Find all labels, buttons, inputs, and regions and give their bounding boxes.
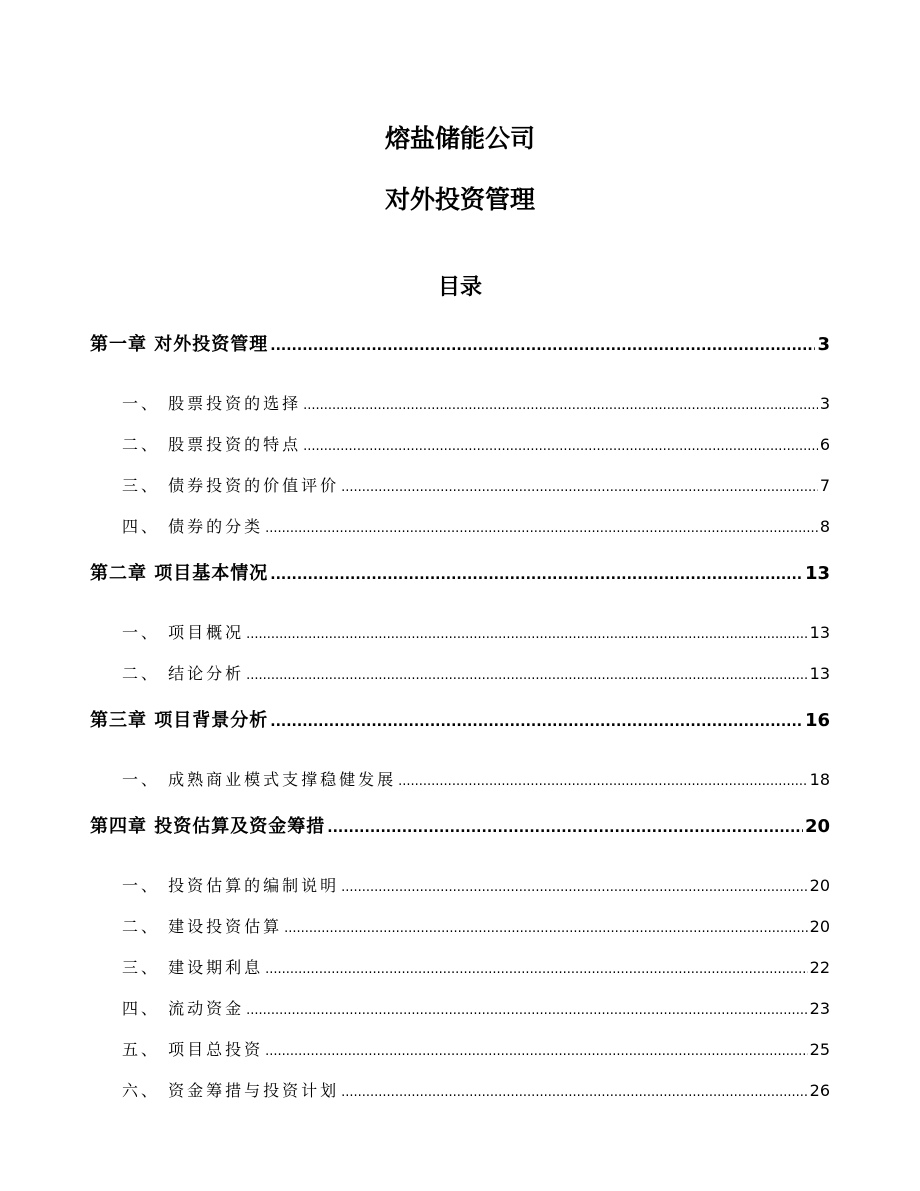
toc-heading: 目录 xyxy=(437,275,482,300)
toc-entry-chapter[interactable] xyxy=(90,706,830,742)
toc-entry-label: 三、 债券投资的价值评价 xyxy=(122,476,340,495)
toc-page-number: 18 xyxy=(809,770,830,789)
toc-page-number: 7 xyxy=(819,476,830,495)
toc-entry-label: 二、 股票投资的特点 xyxy=(122,435,302,454)
toc-dot-leader xyxy=(246,1003,808,1018)
toc-entry-label: 三、 建设期利息 xyxy=(122,958,264,977)
toc-dot-leader xyxy=(341,1085,808,1100)
toc-page-number: 20 xyxy=(809,917,830,936)
toc-entry-label: 第四章 投资估算及资金筹措 xyxy=(90,816,326,837)
toc-entry-chapter[interactable] xyxy=(90,812,830,848)
toc-entry-label: 一、 股票投资的选择 xyxy=(122,394,302,413)
toc-entry-label: 六、 资金筹措与投资计划 xyxy=(122,1081,340,1100)
table-of-contents xyxy=(90,330,830,1119)
toc-entry-label: 第三章 项目背景分析 xyxy=(90,710,269,731)
toc-page-number: 26 xyxy=(809,1081,830,1100)
toc-entry-chapter[interactable] xyxy=(90,559,830,595)
toc-dot-leader xyxy=(341,880,808,895)
toc-dot-leader xyxy=(303,398,818,413)
toc-dot-leader xyxy=(398,774,808,789)
toc-page-number: 16 xyxy=(804,710,830,731)
toc-entry-section[interactable] xyxy=(90,661,830,702)
toc-entry-section[interactable] xyxy=(90,514,830,555)
toc-entry-label: 一、 成熟商业模式支撑稳健发展 xyxy=(122,770,397,789)
toc-entry-label: 一、 投资估算的编制说明 xyxy=(122,876,340,895)
toc-entry-section[interactable] xyxy=(90,432,830,473)
toc-entry-label: 一、 项目概况 xyxy=(122,623,245,642)
toc-entry-label: 五、 项目总投资 xyxy=(122,1040,264,1059)
toc-entry-label: 四、 流动资金 xyxy=(122,999,245,1018)
toc-page-number: 22 xyxy=(809,958,830,977)
toc-page-number: 20 xyxy=(809,876,830,895)
toc-entry-section[interactable] xyxy=(90,1078,830,1119)
toc-dot-leader xyxy=(246,627,808,642)
toc-entry-section[interactable] xyxy=(90,767,830,808)
toc-page-number: 13 xyxy=(809,623,830,642)
toc-entry-section[interactable] xyxy=(90,873,830,914)
toc-page-number: 25 xyxy=(809,1040,830,1059)
toc-page-number: 8 xyxy=(819,517,830,536)
toc-page-number: 3 xyxy=(819,394,830,413)
toc-dot-leader xyxy=(265,1044,808,1059)
toc-dot-leader xyxy=(327,820,803,836)
toc-entry-label: 二、 建设投资估算 xyxy=(122,917,283,936)
document-subtitle: 对外投资管理 xyxy=(384,185,535,214)
toc-entry-section[interactable] xyxy=(90,620,830,661)
toc-dot-leader xyxy=(246,668,808,683)
toc-page-number: 20 xyxy=(804,816,830,837)
toc-entry-section[interactable] xyxy=(90,955,830,996)
toc-entry-label: 第二章 项目基本情况 xyxy=(90,563,269,584)
toc-entry-chapter[interactable] xyxy=(90,330,830,366)
toc-entry-label: 四、 债券的分类 xyxy=(122,517,264,536)
toc-page-number: 23 xyxy=(809,999,830,1018)
toc-dot-leader xyxy=(265,962,808,977)
toc-entry-section[interactable] xyxy=(90,914,830,955)
toc-dot-leader xyxy=(303,439,818,454)
toc-entry-label: 第一章 对外投资管理 xyxy=(90,334,269,355)
toc-entry-section[interactable] xyxy=(90,1037,830,1078)
toc-page-number: 6 xyxy=(819,435,830,454)
toc-dot-leader xyxy=(270,338,815,354)
toc-entry-section[interactable] xyxy=(90,996,830,1037)
toc-dot-leader xyxy=(341,480,818,495)
toc-entry-section[interactable] xyxy=(90,473,830,514)
toc-entry-section[interactable] xyxy=(90,391,830,432)
toc-entry-label: 二、 结论分析 xyxy=(122,664,245,683)
toc-dot-leader xyxy=(265,521,818,536)
toc-page-number: 13 xyxy=(809,664,830,683)
toc-dot-leader xyxy=(284,921,808,936)
toc-page-number: 13 xyxy=(804,563,830,584)
toc-dot-leader xyxy=(270,567,803,583)
toc-dot-leader xyxy=(270,714,803,730)
document-title: 熔盐储能公司 xyxy=(384,124,535,153)
toc-page-number: 3 xyxy=(817,334,830,355)
